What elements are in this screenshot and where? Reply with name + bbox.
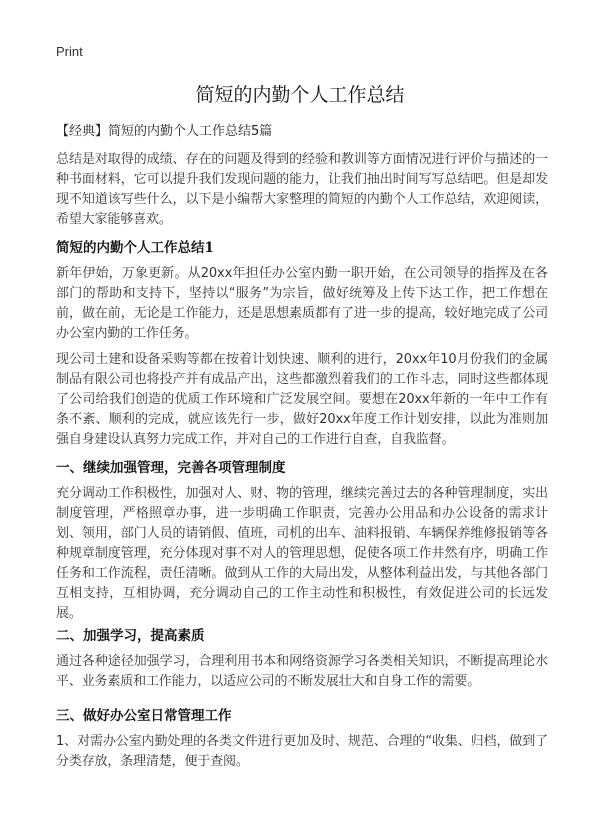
section-heading-3: 三、做好办公室日常管理工作 — [56, 708, 232, 724]
section-heading-1: 一、继续加强管理，完善各项管理制度 — [56, 460, 286, 476]
paragraph-4: 通过各种途径加强学习，合理利用书本和网络资源学习各类相关知识，不断提高理论水平、业务素质和工作能力，以适应公司的不断发展壮大和自身工作的需要。 — [56, 654, 548, 689]
print-label[interactable]: Print — [56, 44, 83, 59]
section-heading-2: 二、加强学习，提高素质 — [56, 628, 205, 644]
document-subtitle: 【经典】简短的内勤个人工作总结5篇 — [56, 124, 273, 139]
paragraph-5: 1、对需办公室内勤处理的各类文件进行更加及时、规范、合理的“收集、归档，做到了分类存放，条理清楚，便于查阅。 — [56, 734, 548, 769]
paragraph-1: 新年伊始，万象更新。从20xx年担任办公室内勤一职开始，在公司领导的指挥及在各部门的帮助和支持下，坚持以“服务”为宗旨，做好统筹及上传下达工作，把工作想在前，做在前，无论是工作能力，还是思想素质都有了进一步的提高，较好地完成了公司办公室内勤的工作任务。 — [56, 266, 548, 341]
intro-paragraph: 总结是对取得的成绩、存在的问题及得到的经验和教训等方面情况进行评价与描述的一种书面材料，它可以提升我们发现问题的能力，让我们抽出时间写写总结吧。但是却发现不知道该写些什么，以下是小编帮大家整理的简短的内勤个人工作总结，欢迎阅读，希望大家能够喜欢。 — [56, 152, 548, 227]
paragraph-3: 充分调动工作积极性，加强对人、财、物的管理，继续完善过去的各种管理制度，实出制度管理，严格照章办事，进一步明确工作职责，完善办公用品和办公设备的需求计划、领用，部门人员的请销假、值班，司机的出车、油料报销、车辆保养维修报销等各种规章制度管理，充分体现对事不对人的管理思想，促使各项工作井然有序，明确工作任务和工作流程，责任清晰。做到从工作的大局出发，从整体利益出发，与其他各部门互相支持，互相协调，充分调动自己的工作主动性和积极性，有效促进公司的长远发展。 — [56, 486, 548, 621]
summary-heading: 简短的内勤个人工作总结1 — [56, 240, 214, 256]
paragraph-2: 现公司土建和设备采购等都在按着计划快速、顺利的进行，20xx年10月份我们的金属制品有限公司也将投产并有成品产出，这些都激烈着我们的工作斗志，同时这些都体现了公司给我们创造的优质工作环境和广泛发展空间。要想在20xx年新的一年中工作有条不紊、顺利的完成，就应该先行一步，做好20xx年度工作计划安排，以此为准则加强自身建设认真努力完成工作，并对自己的工作进行自查，自我监督。 — [56, 352, 548, 447]
document-title: 简短的内勤个人工作总结 — [195, 84, 405, 106]
